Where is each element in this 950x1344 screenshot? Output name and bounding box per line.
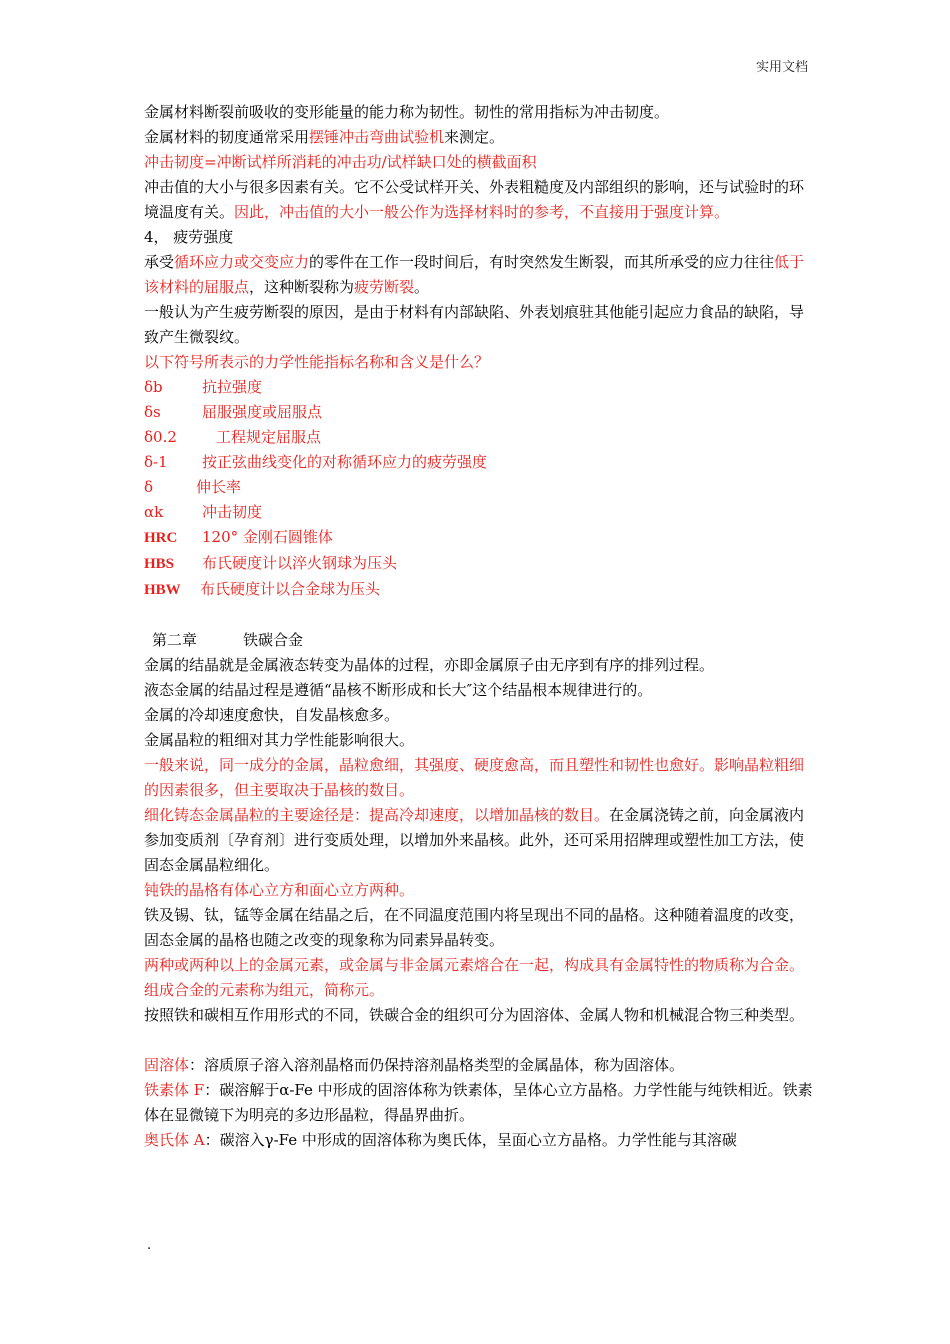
symbol-code: HBW: [144, 582, 181, 598]
paragraph-impact-value: [144, 175, 814, 225]
symbols-list: [144, 375, 814, 603]
symbol-code: δs: [144, 403, 161, 421]
text-segment: 。: [414, 278, 430, 296]
definition-ferrite: [144, 1078, 814, 1128]
text-segment: ，这种断裂称为: [249, 278, 355, 296]
symbol-code: HRC: [144, 530, 178, 546]
highlight-cyclic-stress: 循环应力或交变应力: [174, 253, 310, 271]
impact-toughness-formula: 冲击韧度=冲断试样所消耗的冲击功/试样缺口处的横截面积: [144, 153, 537, 171]
symbol-code: αk: [144, 503, 164, 521]
symbols-question: 以下符号所表示的力学性能指标名称和含义是什么？: [144, 353, 490, 371]
blank-line: [144, 603, 814, 628]
highlight-fatigue-fracture: 疲劳断裂: [354, 278, 415, 296]
highlight-below-yield: 低于该材料的屈服点: [144, 253, 805, 296]
symbol-row: [144, 577, 814, 603]
paragraph-iron-lattice: 钝铁的晶格有体心立方和面心立方两种。: [144, 881, 415, 899]
paragraph-alloy-definition: 两种或两种以上的金属元素，或金属与非金属元素熔合在一起，构成具有金属特性的物质称为合金。组成合金的元素称为组元，简称元。: [144, 956, 805, 999]
symbol-row: [144, 400, 814, 425]
symbol-code: δ-1: [144, 453, 168, 471]
term-ferrite: 铁素体 F: [144, 1081, 205, 1099]
definition-austenite: [144, 1128, 814, 1153]
header-note: 实用文档: [755, 60, 808, 75]
definition-solid-solution: [144, 1053, 814, 1078]
paragraph-grain-effect: 一般来说，同一成分的金属，晶粒愈细，其强度、硬度愈高，而且塑性和韧性也愈好。影响晶粒粗细的因素很多，但主要取决于晶核的数目。: [144, 756, 805, 799]
symbol-code: δ0.2: [144, 428, 177, 446]
footer-mark: .: [147, 1238, 152, 1253]
symbol-meaning: 冲击韧度: [202, 503, 263, 521]
symbol-row: [144, 450, 814, 475]
paragraph-grain-refinement: [144, 803, 814, 878]
paragraph-alloy-types: 按照铁和碳相互作用形式的不同，铁碳合金的组织可分为固溶体、金属人物和机械混合物三种类型。: [144, 1006, 805, 1024]
term-solid-solution: 固溶体: [144, 1056, 190, 1074]
text-segment: 来测定。: [444, 128, 505, 146]
highlight-impact-note: 因此，冲击值的大小一般公作为选择材料时的参考，不直接用于强度计算。: [234, 203, 730, 221]
symbol-meaning: 伸长率: [196, 478, 242, 496]
symbol-row: [144, 500, 814, 525]
paragraph-toughness-test: [144, 125, 814, 150]
symbol-code: δ: [144, 478, 154, 496]
paragraph-allotropic: 铁及锡、钛，锰等金属在结晶之后，在不同温度范围内将呈现出不同的晶格。这种随着温度的改变，固态金属的晶格也随之改变的现象称为同素异晶转变。: [144, 906, 805, 949]
paragraph-toughness-definition: 金属材料断裂前吸收的变形能量的能力称为韧性。韧性的常用指标为冲击韧度。: [144, 103, 670, 121]
symbol-meaning: 布氏硬度计以淬火钢球为压头: [202, 554, 398, 572]
chapter-heading: [144, 628, 814, 653]
text-segment: 冲击值的大小与很多因素有关。它不公受试样开关、外表粗糙度及内部组织的影响，还与试验时的环境温度有关。: [144, 178, 805, 221]
symbol-meaning: 屈服强度或屈服点: [202, 403, 323, 421]
paragraph-fatigue: [144, 250, 814, 300]
paragraph-crystallization: 金属的结晶就是金属液态转变为晶体的过程，亦即金属原子由无序到有序的排列过程。: [144, 656, 715, 674]
document-body: [144, 100, 814, 1153]
symbol-meaning: 工程规定屈服点: [216, 428, 322, 446]
definition-text: ：碳溶入γ-Fe 中形成的固溶体称为奥氏体，呈面心立方晶格。力学性能与其溶碳: [204, 1131, 737, 1149]
text-segment: 在金属浇铸之前，向金属液内参加变质剂〔孕育剂〕进行变质处理，以增加外来晶核。此外，还可采用招牌理或塑性加工方法，使固态金属晶粒细化。: [144, 806, 805, 874]
chapter-title: 铁碳合金: [243, 631, 304, 649]
symbol-row: [144, 425, 814, 450]
symbol-meaning: 120° 金刚石圆锥体: [202, 528, 333, 546]
definition-text: ：碳溶解于α-Fe 中形成的固溶体称为铁素体，呈体心立方晶格。力学性能与纯铁相近。铁素体在显微镜下为明亮的多边形晶粒，得晶界曲折。: [144, 1081, 813, 1124]
symbol-row: [144, 475, 814, 500]
section-title-fatigue: 4， 疲劳强度: [144, 228, 234, 246]
paragraph-crystallization-law: 液态金属的结晶过程是遵循“晶核不断形成和长大″这个结晶根本规律进行的。: [144, 681, 653, 699]
text-segment: 的零件在工作一段时间后，有时突然发生断裂，而其所承受的应力往往: [309, 253, 775, 271]
symbol-meaning: 按正弦曲线变化的对称循环应力的疲劳强度: [202, 453, 488, 471]
chapter-number: 第二章: [152, 631, 198, 649]
symbol-code: δb: [144, 378, 163, 396]
term-austenite: 奥氏体 A: [144, 1131, 205, 1149]
blank-line: [144, 1028, 814, 1053]
text-segment: 金属材料的韧度通常采用: [144, 128, 310, 146]
definition-text: ：溶质原子溶入溶剂晶格而仍保持溶剂晶格类型的金属晶体，称为固溶体。: [189, 1056, 685, 1074]
symbol-row: [144, 375, 814, 400]
symbol-meaning: 布氏硬度计以合金球为压头: [200, 580, 381, 598]
highlight-test-machine: 摆锤冲击弯曲试验机: [309, 128, 445, 146]
text-segment: 承受: [144, 253, 175, 271]
symbol-code: HBS: [144, 556, 175, 572]
symbol-row: [144, 525, 814, 551]
paragraph-grain-size: 金属晶粒的粗细对其力学性能影响很大。: [144, 731, 415, 749]
highlight-refinement-path: 细化铸态金属晶粒的主要途径是：提高冷却速度，以增加晶核的数目。: [144, 806, 610, 824]
paragraph-fatigue-cause: 一般认为产生疲劳断裂的原因，是由于材料有内部缺陷、外表划痕驻其他能引起应力食品的缺陷，导致产生微裂纹。: [144, 303, 805, 346]
symbol-row: [144, 551, 814, 577]
paragraph-cooling-rate: 金属的冷却速度愈快，自发晶核愈多。: [144, 706, 400, 724]
symbol-meaning: 抗拉强度: [202, 378, 263, 396]
